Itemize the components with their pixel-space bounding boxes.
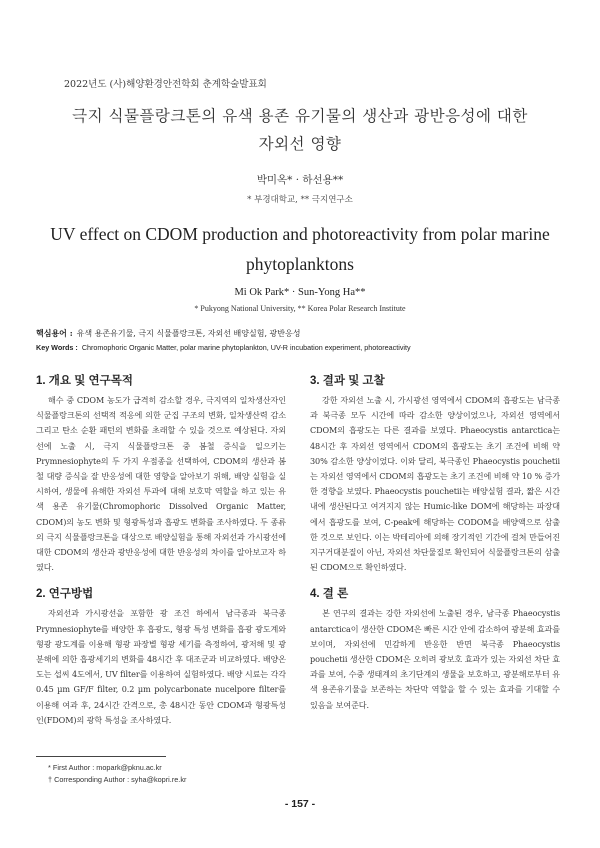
korean-keywords-text: 유색 용존유기물, 극지 식물플랑크톤, 자외선 배양실험, 광반응성 [76, 329, 301, 338]
korean-title-line-1: 극지 식물플랑크톤의 유색 용존 유기물의 생산과 광반응성에 대한 [72, 107, 528, 125]
korean-title-line-2: 자외선 영향 [258, 135, 342, 153]
korean-title [40, 102, 560, 158]
korean-keywords [36, 328, 564, 339]
section-heading-overview: 1. 개요 및 연구목적 [36, 375, 133, 387]
korean-authors: 박미옥* · 하선용** [256, 174, 344, 186]
english-keywords [36, 343, 564, 352]
section-text-results: 강한 자외선 노출 시, 가시광선 영역에서 CDOM의 흡광도는 남극종과 북극종 모두 시간에 따라 감소한 양상이었으나, 자외선 영역에서 CDOM의 흡광도는 다른 결과를 보였다. Phaeocystis antarctica는 48시간 후 자외선 영역에서 CDOM의 흡광도는 초기 조건에 비해 약 30% 감소한 양상이었다. 이와 달리, 북극종인 Phaeocystis pouchetii는 자외선 영역에서 CDOM의 흡광도는 초기 조건에 비해 약 10 % 증가한 경향을 보였다. Phaeocystis pouchetii는 배양실험 결과, 짧은 시간 내에 생산된다고 여겨지지 않는 Humic-like DOM에 해당하는 파장대에서 흡광도를 보여, C-peak에 해당하는 CODOM을 배양액으로 삼출한 것으로 보인다. 이는 박테리아에 의해 장기적인 기간에 걸쳐 만들어진 지구거대분질이 아닌, 자외선 차단물질로 확인되어 식물플랑크톤의 삼출된 CDOM으로 확인하였다. [310, 395, 560, 573]
conference-header: 2022년도 (사)해양환경안전학회 춘계학술발표회 [64, 79, 267, 90]
right-column [310, 372, 560, 721]
english-title-line-2: phytoplanktons [246, 254, 354, 274]
footnote-first-author: * First Author : mopark@pknu.ac.kr [48, 763, 162, 772]
left-column [36, 372, 286, 736]
english-authors: Mi Ok Park* · Sun-Yong Ha** [234, 287, 366, 298]
section-text-overview: 해수 중 CDOM 농도가 급격히 감소할 경우, 극지역의 일차생산자인 식물플랑크톤의 선택적 적응에 의한 군집 구조의 변화, 일차생산력 감소 그리고 탄소 순환 패턴의 변화를 초래할 수 있을 것으로 예상된다. 자외선에 노출 시, 극지 식물플랑크톤 중 봄철 증식을 일으키는 Prymnesiophyte의 두 가지 우점종을 선택하여, CDOM의 생산과 봄철 대량 증식을 잘 반응성에 대한 영향을 알아보기 위해, 배양 실험을 실시하여, 생물에 유해한 자외선 투과에 대해 보호막 역할을 하고 있는 유색 용존 유기물(Chromophoric Dissolved Organic Matter, CDOM)의 농도 변화 및 형광특성과 흡광도 변화를 조사하였다. 두 종류의 극지 식물플랑크톤을 대상으로 배양실험을 통해 자외선과 가시광선에 대한 CDOM의 생산과 광반응성에 대한 반응성의 차이를 알아보고자 하였다. [36, 395, 286, 573]
english-title-line-1: UV effect on CDOM production and photoreactivity from polar marine [50, 224, 550, 244]
korean-keywords-label: 핵심용어 : [36, 328, 73, 338]
english-title [40, 219, 560, 279]
footnote-divider [36, 756, 166, 757]
footnote-corresponding-author: † Corresponding Author : syha@kopri.re.kr [48, 775, 187, 784]
section-text-conclusion: 본 연구의 결과는 강한 자외선에 노출된 경우, 남극종 Phaeocystis antarctica이 생산한 CDOM은 빠른 시간 안에 감소하여 광분해 효과를 보이며, 자외선에 민감하게 반응한 반면 북극종 Phaeocystis pouchetii 생산한 CDOM은 오히려 광보호 효과가 있는 자외선 차단 효과를 보여, 수중 생태계의 초기단계의 생물을 보호하고, 광분해로부터 유색 용존유기물을 보존하는 차단막 역할을 할 수 있는 효과를 기대할 수 있음을 보여준다. [310, 608, 560, 710]
section-heading-methods: 2. 연구방법 [36, 588, 94, 601]
footnotes [48, 762, 186, 786]
english-affiliations: * Pukyong National University, ** Korea Polar Research Institute [194, 304, 406, 313]
english-keywords-label: Key Words : [36, 343, 78, 352]
page-number: - 157 - [284, 798, 316, 810]
section-text-methods: 자외선과 가시광선을 포함한 광 조건 하에서 남극종과 북극종 Prymnesiophyte를 배양한 후 흡광도, 형광 특성 변화를 흡광 광도계와 형광 광도계를 이용해 형광 파장별 형광 세기를 측정하여, 광저해 및 광분해에 의한 흡광세기의 변화를 48시간 후 대조군과 비교하였다. 배양온도는 섭씨 4도에서, UV filter를 이용하여 실험하였다. 배양 시료는 각각 0.45 µm GF/F filter, 0.2 µm polycarbonate nucelpore filter를 이용해 여과 후, 24시간 간격으로, 총 48시간 동안 CDOM과 형광특성인(FDOM)의 광학 특성을 조사하였다. [36, 608, 286, 725]
section-heading-results: 3. 결과 및 고찰 [310, 375, 385, 387]
korean-affiliations: * 부경대학교, ** 극지연구소 [247, 195, 353, 205]
section-heading-conclusion: 4. 결 론 [310, 588, 349, 601]
english-keywords-text: Chromophoric Organic Matter, polar marine phytoplankton, UV-R incubation experiment, photoreactivity [81, 343, 411, 352]
